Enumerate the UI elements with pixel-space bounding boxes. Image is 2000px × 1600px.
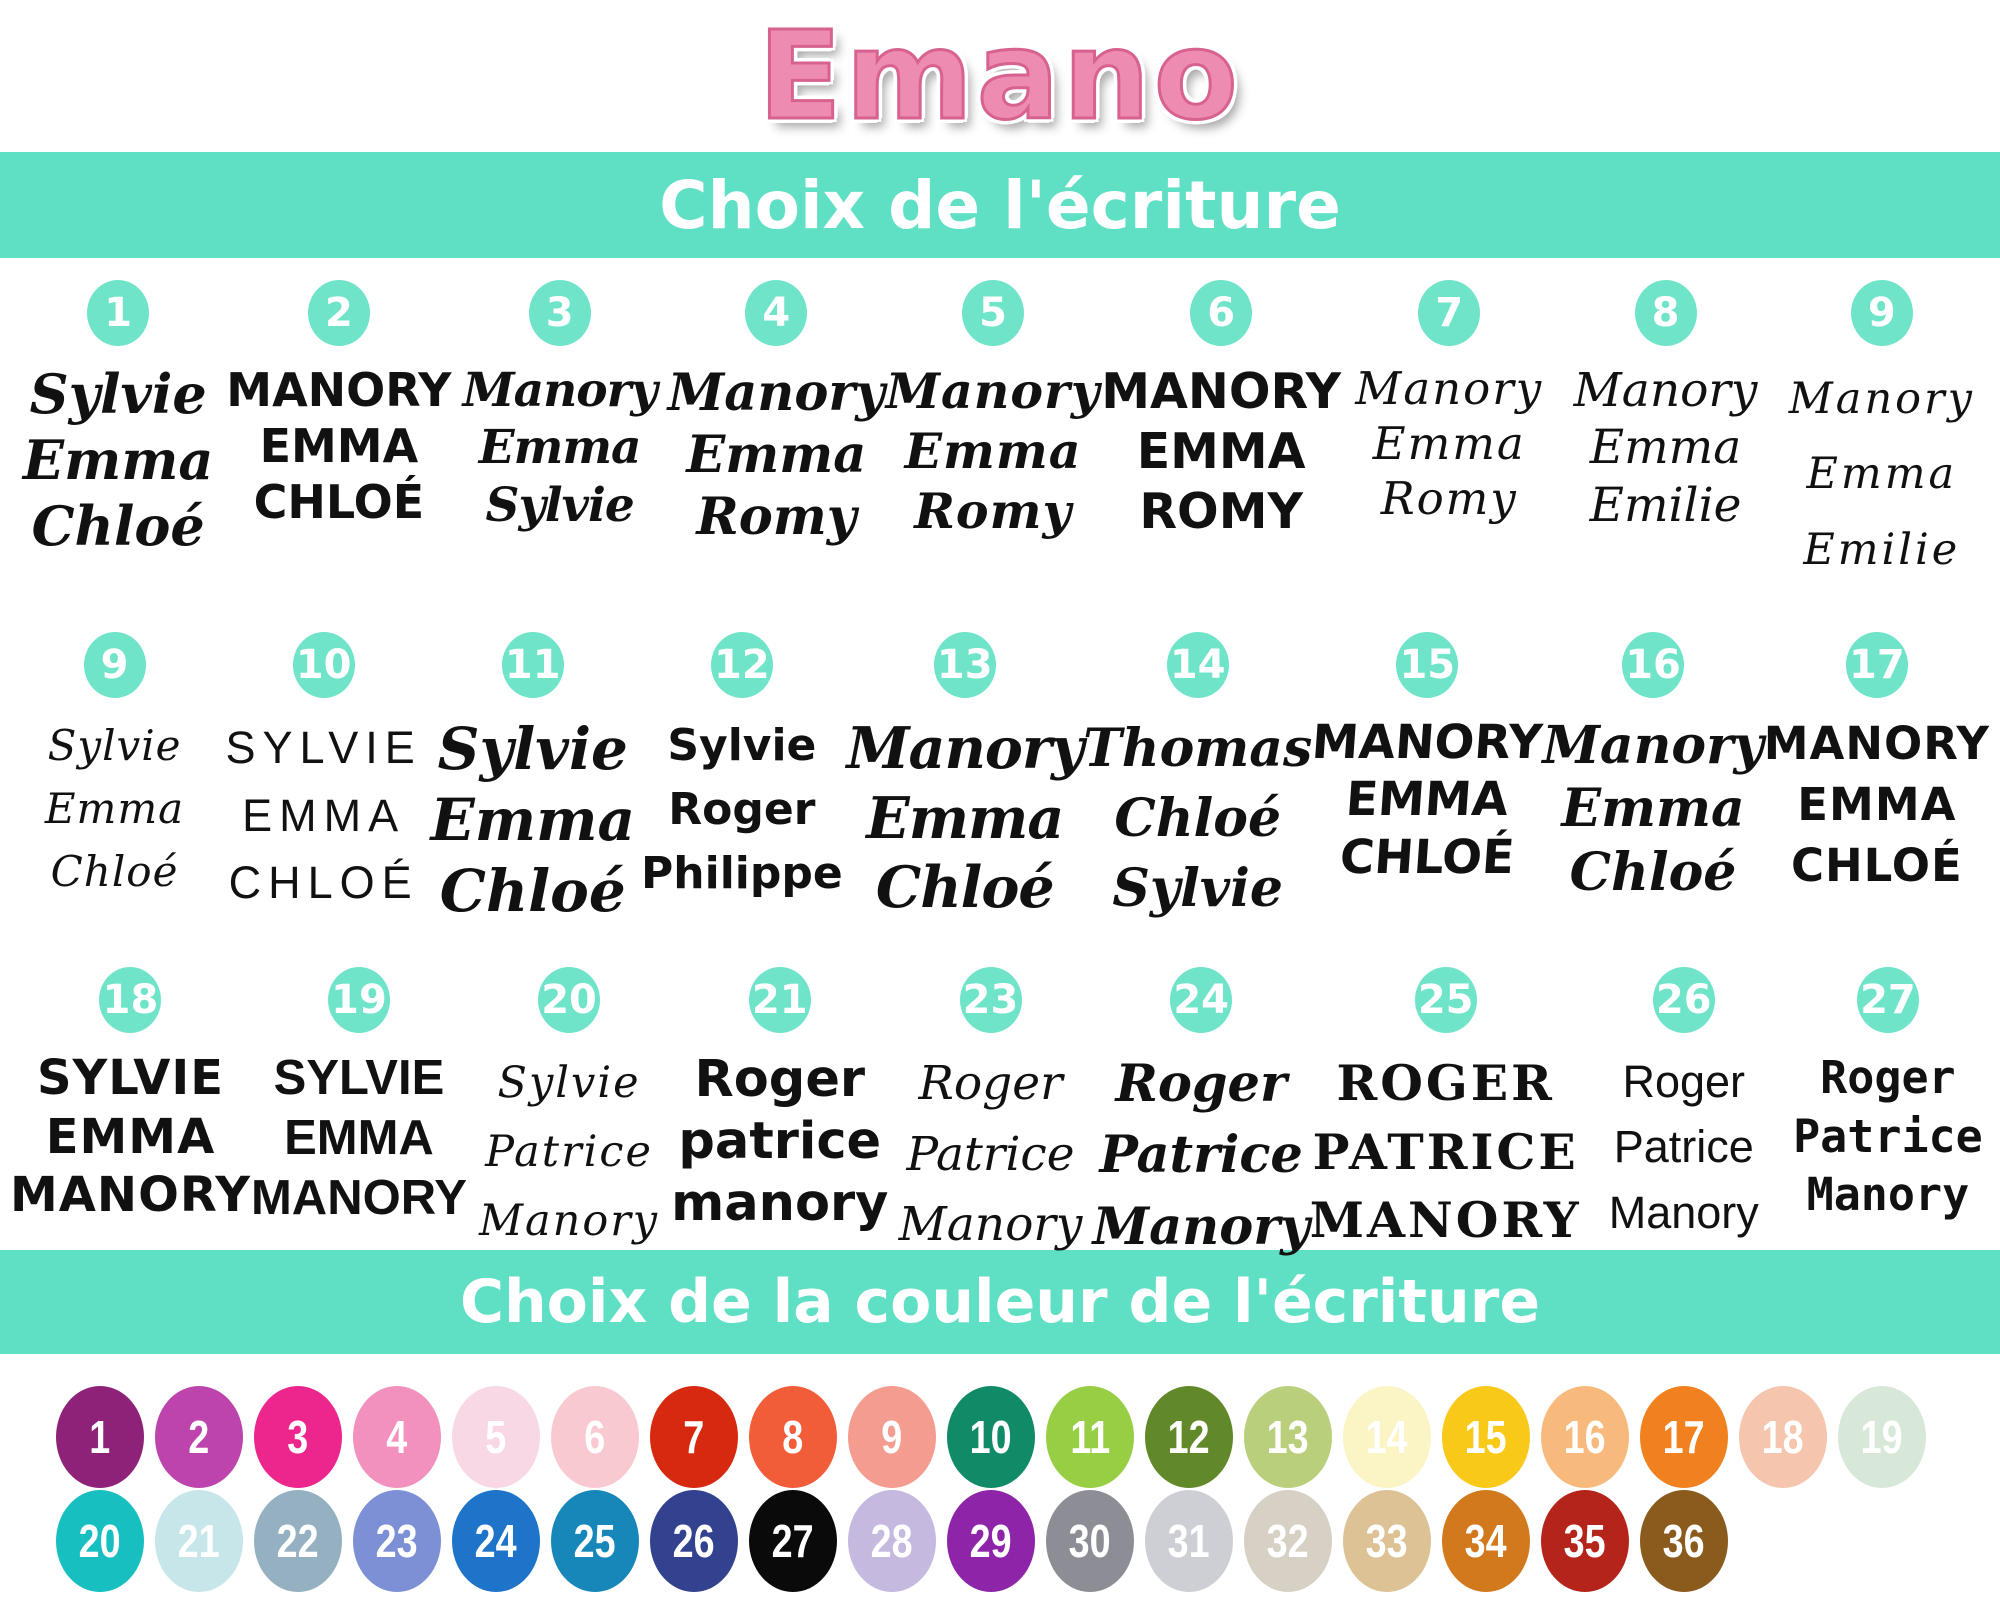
color-number: 5: [485, 1411, 507, 1463]
couleur-banner: [0, 1250, 2000, 1354]
font-number-badge: 9: [1851, 280, 1913, 346]
color-swatch-20: [56, 1490, 144, 1592]
brand-logo: Emano: [758, 5, 1242, 147]
font-sample-line: EMMA: [259, 419, 419, 474]
font-number-badge: 18: [99, 967, 161, 1033]
font-sample-18: [10, 945, 251, 1250]
color-number: 6: [584, 1411, 606, 1463]
font-sample-line: SYLVIE: [273, 1051, 445, 1105]
font-sample-3: [452, 258, 668, 610]
font-sample-line: PATRICE: [1312, 1122, 1579, 1181]
font-sample-9b: [10, 610, 219, 945]
color-number: 27: [772, 1515, 814, 1567]
font-number-badge: 2: [308, 280, 370, 346]
font-sample-line: Chloé: [439, 856, 626, 925]
color-swatch-32: [1244, 1490, 1332, 1592]
color-swatch-7: [650, 1386, 738, 1488]
font-sample-line: Roger: [668, 783, 816, 835]
color-number: 34: [1465, 1515, 1507, 1567]
font-sample-line: Sylvie: [667, 720, 817, 771]
color-swatch-8: [749, 1386, 837, 1488]
font-sample-line: Patrice: [1613, 1121, 1754, 1173]
font-sample-17: [1764, 610, 1990, 945]
font-number-badge: 17: [1846, 632, 1908, 698]
font-sample-line: Roger: [694, 1050, 866, 1109]
font-sample-19: [251, 945, 467, 1250]
font-sample-line: EMMA: [1136, 422, 1306, 480]
font-sample-line: Manory: [1573, 363, 1758, 418]
font-sample-7: [1341, 258, 1557, 610]
color-swatch-19: [1838, 1386, 1926, 1488]
color-swatch-22: [254, 1490, 342, 1592]
font-number-badge: 15: [1396, 632, 1458, 698]
font-sample-line: Chloé: [50, 847, 179, 896]
color-number: 17: [1663, 1411, 1705, 1463]
color-swatch-12: [1145, 1386, 1233, 1488]
font-number-badge: 14: [1167, 632, 1229, 698]
font-sample-line: Manory: [667, 363, 885, 423]
font-number-badge: 12: [711, 632, 773, 698]
font-sample-2: [226, 258, 451, 610]
color-number: 10: [970, 1411, 1012, 1463]
color-number: 23: [376, 1515, 418, 1567]
font-sample-line: Roger: [918, 1056, 1063, 1111]
font-sample-line: SYLVIE: [225, 722, 422, 773]
font-sample-9a: [1774, 258, 1990, 610]
color-number: 31: [1168, 1515, 1210, 1567]
font-sample-16: [1542, 610, 1763, 945]
font-sample-line: manory: [671, 1174, 889, 1234]
color-swatch-15: [1442, 1386, 1530, 1488]
font-sample-line: Manory: [1355, 362, 1544, 415]
font-number-badge: 20: [538, 967, 600, 1033]
color-number: 26: [673, 1515, 715, 1567]
font-sample-14: [1083, 610, 1312, 945]
color-number: 15: [1465, 1411, 1507, 1463]
color-swatch-2: [155, 1386, 243, 1488]
font-sample-line: Emma: [22, 427, 214, 492]
font-sample-line: Romy: [1380, 471, 1518, 525]
font-number-badge: 21: [749, 967, 811, 1033]
font-sample-line: EMMA: [45, 1108, 216, 1165]
font-sample-line: Sylvie: [1112, 858, 1283, 920]
color-number: 11: [1070, 1411, 1110, 1463]
color-swatch-4: [353, 1386, 441, 1488]
font-sample-line: Emma: [1372, 416, 1526, 470]
color-swatch-28: [848, 1490, 936, 1592]
font-sample-line: Sylvie: [497, 1058, 641, 1108]
font-sample-line: Manory: [1806, 1168, 1970, 1221]
color-swatch-14: [1343, 1386, 1431, 1488]
font-number-badge: 8: [1635, 280, 1697, 346]
color-number: 1: [89, 1411, 111, 1463]
font-sample-line: Emilie: [1589, 477, 1742, 533]
color-number: 19: [1861, 1411, 1903, 1463]
font-sample-line: EMMA: [284, 1110, 434, 1165]
font-sample-line: Chloé: [875, 854, 1054, 922]
font-row-3: [0, 945, 2000, 1257]
font-sample-line: Emma: [430, 785, 636, 854]
color-number: 28: [871, 1515, 913, 1567]
font-sample-line: Thomas: [1083, 718, 1313, 779]
font-sample-line: patrice: [678, 1112, 882, 1172]
font-sample-24: [1092, 945, 1310, 1257]
color-swatch-21: [155, 1490, 243, 1592]
color-number: 7: [683, 1411, 705, 1463]
font-sample-line: MANORY: [1101, 363, 1342, 420]
font-number-badge: 4: [745, 280, 807, 346]
font-sample-line: Manory: [478, 1195, 660, 1246]
color-swatch-3: [254, 1386, 342, 1488]
font-number-badge: 23: [960, 967, 1022, 1033]
font-number-badge: 10: [293, 632, 355, 698]
color-number: 4: [386, 1411, 408, 1463]
color-swatch-31: [1145, 1490, 1233, 1592]
ecriture-banner: [0, 152, 2000, 258]
font-row-2: [0, 610, 2000, 945]
color-swatch-5: [452, 1386, 540, 1488]
color-swatch-24: [452, 1490, 540, 1592]
font-sample-21: [671, 945, 888, 1250]
color-swatch-36: [1640, 1490, 1728, 1592]
font-number-badge: 5: [962, 280, 1024, 346]
font-sample-line: CHLOÉ: [1338, 829, 1517, 885]
font-choices-section: [0, 258, 2000, 1257]
color-number: 9: [881, 1411, 903, 1463]
color-swatch-18: [1739, 1386, 1827, 1488]
font-sample-line: Patrice: [1099, 1125, 1303, 1186]
font-number-badge: 9: [84, 632, 146, 698]
color-swatch-11: [1046, 1386, 1134, 1488]
color-number: 2: [188, 1411, 210, 1463]
color-number: 25: [574, 1515, 616, 1567]
color-choices-section: [0, 1354, 2000, 1592]
font-sample-line: Emma: [1589, 420, 1742, 476]
font-sample-line: MANORY: [1763, 717, 1991, 770]
font-row-1: [0, 258, 2000, 610]
color-number: 30: [1069, 1515, 1111, 1567]
color-swatch-29: [947, 1490, 1035, 1592]
font-sample-line: Manory: [846, 715, 1084, 782]
color-swatch-26: [650, 1490, 738, 1592]
font-sample-line: Emilie: [1803, 524, 1961, 575]
font-sample-line: MANORY: [10, 1167, 251, 1224]
color-swatch-13: [1244, 1386, 1332, 1488]
font-sample-line: Patrice: [906, 1126, 1075, 1182]
color-number: 36: [1663, 1515, 1705, 1567]
color-number: 29: [970, 1515, 1012, 1567]
font-sample-line: Patrice: [1793, 1109, 1983, 1163]
color-number: 14: [1366, 1411, 1408, 1463]
font-sample-line: Roger: [1820, 1051, 1956, 1104]
font-number-badge: 13: [934, 632, 996, 698]
font-sample-line: Manory: [1542, 715, 1764, 776]
font-number-badge: 7: [1418, 280, 1480, 346]
font-sample-line: Emma: [478, 420, 641, 476]
font-sample-6: [1101, 258, 1341, 610]
font-sample-11: [428, 610, 637, 945]
font-sample-line: Romy: [696, 487, 857, 548]
color-number: 13: [1267, 1411, 1309, 1463]
color-row-2: [56, 1490, 2000, 1592]
font-sample-15: [1310, 610, 1545, 945]
font-sample-25: [1310, 945, 1582, 1250]
font-sample-26: [1582, 945, 1786, 1250]
color-swatch-17: [1640, 1386, 1728, 1488]
font-sample-line: EMMA: [1797, 777, 1957, 831]
color-swatch-27: [749, 1490, 837, 1592]
font-sample-4: [668, 258, 885, 610]
color-number: 24: [475, 1515, 517, 1567]
font-number-badge: 19: [328, 967, 390, 1033]
font-sample-line: Sylvie: [437, 715, 628, 783]
font-sample-8: [1557, 258, 1773, 610]
font-number-badge: 27: [1857, 967, 1919, 1033]
font-sample-line: ROGER: [1336, 1054, 1555, 1112]
color-swatch-10: [947, 1386, 1035, 1488]
font-sample-line: Emma: [904, 421, 1082, 480]
font-number-badge: 24: [1170, 967, 1232, 1033]
color-number: 16: [1564, 1411, 1606, 1463]
font-sample-line: Emma: [686, 425, 867, 486]
font-sample-line: MANORY: [1309, 1191, 1582, 1250]
color-swatch-33: [1343, 1490, 1431, 1592]
font-sample-line: ROMY: [1139, 482, 1303, 540]
font-sample-line: Emma: [1561, 778, 1745, 840]
font-sample-line: Romy: [914, 481, 1072, 540]
font-sample-line: CHLOÉ: [228, 857, 419, 908]
couleur-banner-title: Choix de la couleur de l'écriture: [459, 1267, 1541, 1337]
font-sample-line: Chloé: [1114, 788, 1282, 850]
font-sample-line: Sylvie: [47, 721, 182, 770]
color-swatch-25: [551, 1490, 639, 1592]
color-number: 12: [1168, 1411, 1210, 1463]
font-sample-5: [885, 258, 1101, 610]
color-swatch-16: [1541, 1386, 1629, 1488]
font-number-badge: 11: [502, 632, 564, 698]
color-swatch-23: [353, 1490, 441, 1592]
font-sample-line: Emma: [1806, 449, 1958, 500]
font-sample-line: Philippe: [641, 847, 843, 899]
color-number: 22: [277, 1515, 319, 1567]
font-number-badge: 16: [1622, 632, 1684, 698]
font-number-badge: 6: [1190, 280, 1252, 346]
font-sample-line: CHLOÉ: [253, 475, 425, 530]
font-sample-line: Chloé: [1569, 841, 1737, 903]
color-swatch-9: [848, 1386, 936, 1488]
color-swatch-1: [56, 1386, 144, 1488]
font-sample-10: [219, 610, 428, 945]
font-sample-13: [846, 610, 1083, 945]
color-number: 32: [1267, 1515, 1309, 1567]
font-sample-12: [637, 610, 846, 945]
color-number: 8: [782, 1411, 804, 1463]
font-sample-1: [10, 258, 226, 610]
font-number-badge: 26: [1653, 967, 1715, 1033]
font-sample-line: Manory: [1608, 1186, 1759, 1238]
color-swatch-34: [1442, 1490, 1530, 1592]
ecriture-banner-title: Choix de l'écriture: [659, 166, 1341, 244]
font-sample-line: Sylvie: [29, 362, 207, 426]
font-sample-23: [888, 945, 1092, 1250]
color-number: 3: [287, 1411, 309, 1463]
font-sample-line: Manory: [885, 362, 1101, 420]
font-sample-line: Manory: [1092, 1196, 1310, 1257]
font-sample-line: Emma: [44, 784, 185, 833]
color-number: 20: [79, 1515, 121, 1567]
font-number-badge: 1: [87, 280, 149, 346]
color-swatch-35: [1541, 1490, 1629, 1592]
font-sample-line: Patrice: [485, 1126, 653, 1177]
font-sample-line: Roger: [1622, 1056, 1746, 1107]
color-number: 35: [1564, 1515, 1606, 1567]
font-number-badge: 25: [1415, 967, 1477, 1033]
font-sample-line: MANORY: [226, 363, 452, 417]
font-sample-line: EMMA: [242, 789, 406, 841]
brand-logo-area: [0, 0, 2000, 152]
font-sample-line: Manory: [898, 1197, 1083, 1252]
color-swatch-6: [551, 1386, 639, 1488]
color-row-1: [56, 1386, 2000, 1488]
font-sample-line: EMMA: [1344, 772, 1511, 828]
color-number: 21: [178, 1515, 220, 1567]
font-sample-line: Sylvie: [485, 477, 634, 533]
font-sample-line: Chloé: [31, 493, 205, 558]
font-sample-line: Roger: [1115, 1054, 1287, 1114]
font-sample-line: Manory: [1788, 374, 1975, 424]
font-sample-line: MANORY: [250, 1170, 467, 1225]
font-number-badge: 3: [529, 280, 591, 346]
font-sample-line: Emma: [866, 784, 1064, 852]
font-sample-line: CHLOÉ: [1790, 838, 1963, 892]
color-swatch-30: [1046, 1490, 1134, 1592]
font-sample-27: [1786, 945, 1990, 1250]
font-sample-line: MANORY: [1310, 715, 1545, 770]
font-sample-20: [467, 945, 671, 1250]
color-number: 33: [1366, 1515, 1408, 1567]
font-sample-line: SYLVIE: [36, 1050, 225, 1106]
font-sample-line: Manory: [462, 363, 657, 418]
color-number: 18: [1762, 1411, 1804, 1463]
